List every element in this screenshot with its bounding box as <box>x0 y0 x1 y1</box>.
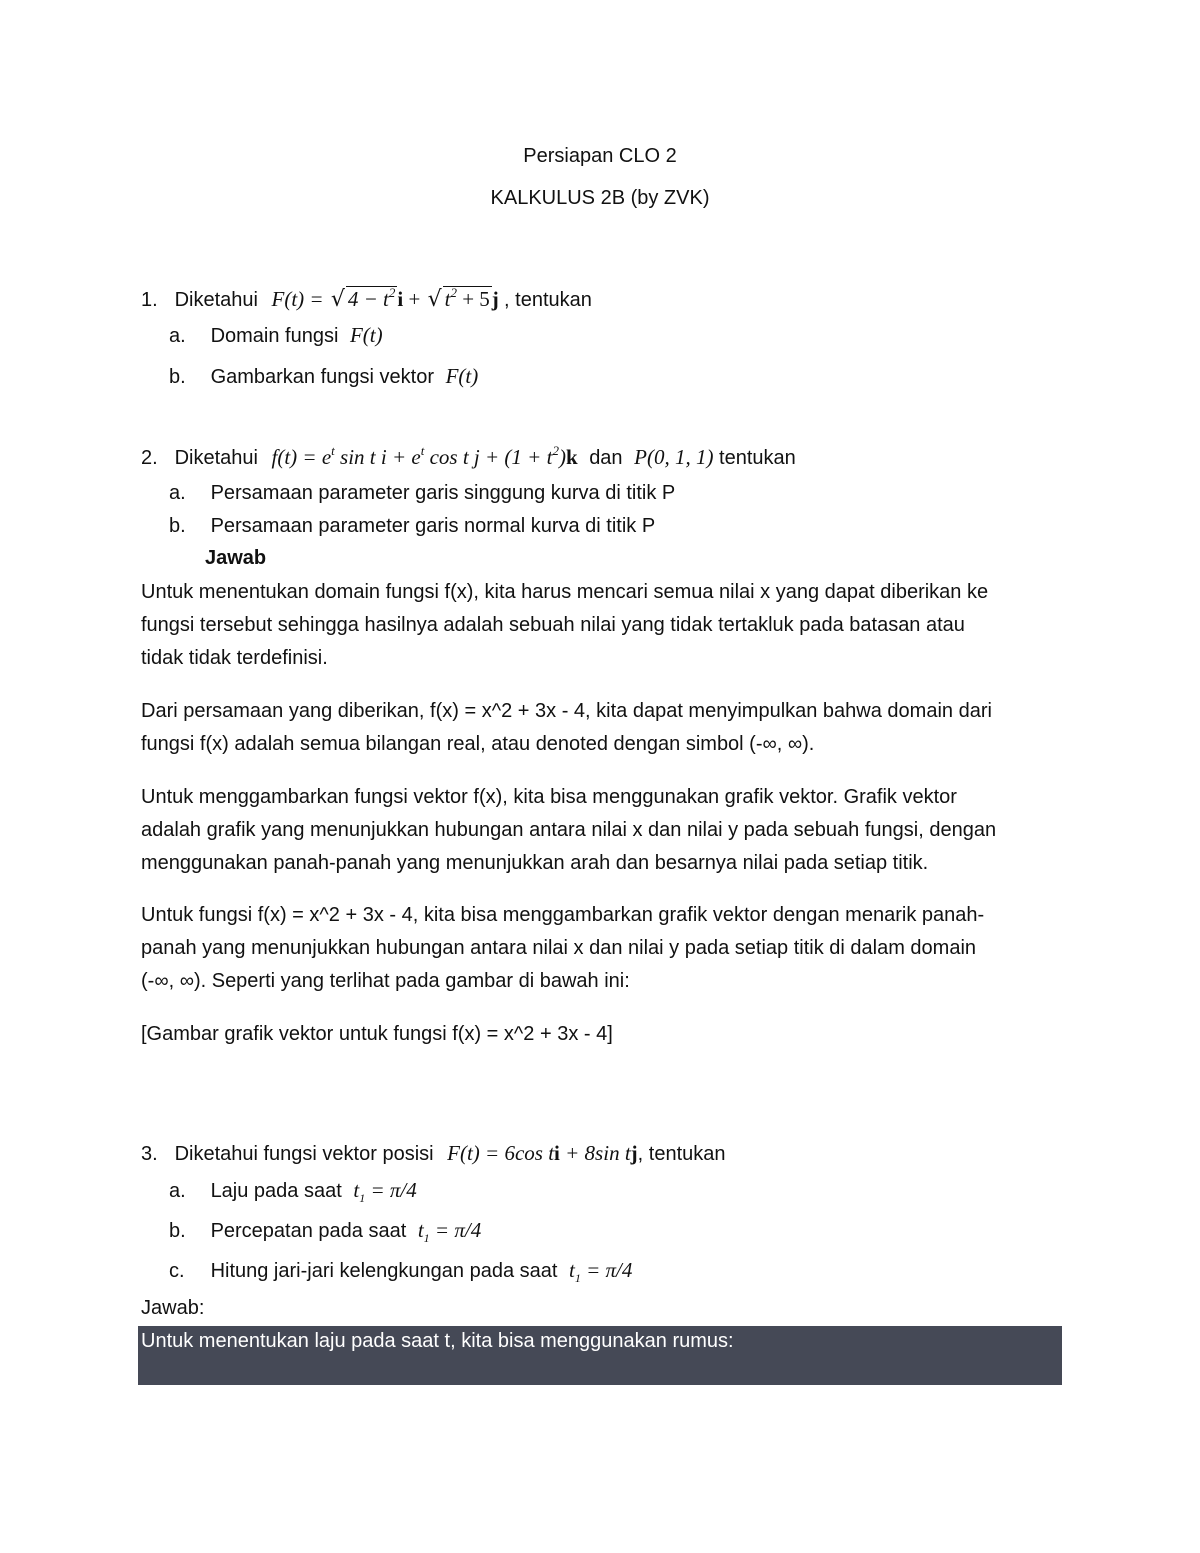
highlighted-block <box>138 1326 1062 1385</box>
sqrt-term-2: √ $t^2 + 5$ <box>427 285 490 312</box>
time-value <box>353 1178 417 1205</box>
radicand-2-tail: + 5 <box>456 287 490 311</box>
item-text: Domain fungsi <box>210 325 339 347</box>
answer-paragraph-3 <box>141 781 1071 880</box>
t-variable: t <box>569 1258 575 1282</box>
item-label: a. <box>169 482 186 504</box>
question-3c <box>169 1257 632 1291</box>
item-math: F(t) <box>349 323 383 347</box>
document-title: Persiapan CLO 2 <box>523 145 677 167</box>
question-1-tail: , tentukan <box>504 289 592 311</box>
paragraph-line: fungsi f(x) adalah semua bilangan real, atau denoted dengan simbol (-∞, ∞). <box>141 733 815 755</box>
paragraph-line: panah yang menunjukkan hubungan antara nilai x dan nilai y pada setiap titik di dalam domain <box>141 937 977 959</box>
question-3-tail: , tentukan <box>637 1143 726 1165</box>
formula-part: + 8sin t <box>559 1141 631 1165</box>
item-text: Laju pada saat <box>210 1180 342 1202</box>
answer-paragraph-4 <box>141 899 1071 998</box>
unit-vector-k: k <box>565 445 578 469</box>
question-2-formula <box>272 445 578 469</box>
plus-sign: + <box>408 287 421 311</box>
unit-vector-i: i <box>397 287 404 311</box>
t-variable: t <box>417 1218 424 1242</box>
paragraph-line: tidak tidak terdefinisi. <box>141 647 328 669</box>
t-value: = π/4 <box>429 1218 482 1242</box>
paragraph-line: Untuk fungsi f(x) = x^2 + 3x - 4, kita bisa menggambarkan grafik vektor dengan menarik panah- <box>141 904 985 926</box>
answer-paragraph-5 <box>141 1018 1071 1051</box>
question-2 <box>141 438 796 471</box>
question-1a <box>169 322 383 349</box>
exponent: 2 <box>552 443 559 458</box>
question-2-intro: Diketahui <box>174 447 258 469</box>
formula-lhs: F(t) = <box>271 287 324 311</box>
t-variable: t <box>353 1178 360 1202</box>
item-label: a. <box>169 325 186 347</box>
time-value <box>417 1218 482 1245</box>
item-label: a. <box>169 1180 186 1202</box>
formula-part: F(t) = 6cos t <box>447 1141 555 1165</box>
exponent: t <box>331 443 335 458</box>
question-2-tail: tentukan <box>719 447 796 469</box>
formula-part: ) <box>558 445 566 469</box>
item-text: Persamaan parameter garis normal kurva di titik P <box>210 515 656 537</box>
item-label: b. <box>169 1220 186 1242</box>
radicand-2: t <box>444 287 451 311</box>
question-1b <box>169 363 478 390</box>
answer-label: Jawab <box>205 547 267 569</box>
item-text: Persamaan parameter garis singgung kurva di titik P <box>210 482 676 504</box>
item-math: F(t) <box>445 364 479 388</box>
question-1-formula <box>272 287 505 311</box>
radicand-1: 4 − t <box>347 287 389 311</box>
formula-part: f(t) = e <box>271 445 332 469</box>
question-2b <box>169 513 655 539</box>
answer-paragraph-2 <box>141 695 1071 761</box>
time-value <box>569 1258 633 1285</box>
item-label: b. <box>169 366 186 388</box>
exponent: t <box>420 443 425 458</box>
sqrt-term-1: √ $4 - t^2$ <box>330 285 396 312</box>
document-subtitle: KALKULUS 2B (by ZVK) <box>490 187 710 209</box>
item-label: b. <box>169 515 186 537</box>
question-1-intro: Diketahui <box>174 289 258 311</box>
paragraph-line: Untuk menentukan domain fungsi f(x), kita harus mencari semua nilai x yang dapat diberikan ke <box>141 581 989 603</box>
question-3b <box>169 1217 481 1251</box>
paragraph-line: Dari persamaan yang diberikan, f(x) = x^2 + 3x - 4, kita dapat menyimpulkan bahwa domain dari <box>141 700 992 722</box>
t-value: = π/4 <box>365 1178 417 1202</box>
item-text: Percepatan pada saat <box>210 1220 407 1242</box>
question-2-number: 2. <box>141 447 158 469</box>
paragraph-line: [Gambar grafik vektor untuk fungsi f(x) = x^2 + 3x - 4] <box>141 1023 613 1045</box>
question-3-number: 3. <box>141 1143 158 1165</box>
exponent: 2 <box>388 285 396 300</box>
highlighted-text: Untuk menentukan laju pada saat t, kita bisa menggunakan rumus: <box>141 1330 734 1352</box>
paragraph-line: Untuk menggambarkan fungsi vektor f(x), kita bisa menggunakan grafik vektor. Grafik vektor <box>141 786 957 808</box>
answer-label-3: Jawab: <box>141 1297 205 1319</box>
formula-part: sin t i + e <box>334 445 421 469</box>
point-p: P(0, 1, 1) <box>634 445 714 469</box>
paragraph-line: adalah grafik yang menunjukkan hubungan antara nilai x dan nilai y pada sebuah fungsi, dengan <box>141 819 997 841</box>
t-subscript: 1 <box>574 1271 581 1285</box>
t-value: = π/4 <box>580 1258 633 1282</box>
t-subscript: 1 <box>423 1231 430 1245</box>
unit-vector-j: j <box>630 1141 638 1165</box>
question-3-intro: Diketahui fungsi vektor posisi <box>174 1143 434 1165</box>
question-3a <box>169 1177 417 1211</box>
paragraph-line: (-∞, ∞). Seperti yang terlihat pada gambar di bawah ini: <box>141 970 630 992</box>
paragraph-line: menggunakan panah-panah yang menunjukkan arah dan besarnya nilai pada setiap titik. <box>141 852 929 874</box>
question-2-and: dan <box>589 447 623 469</box>
item-label: c. <box>169 1260 185 1282</box>
unit-vector-j: j <box>491 287 499 311</box>
question-1 <box>141 280 592 313</box>
unit-vector-i: i <box>554 1141 560 1165</box>
paragraph-line: fungsi tersebut sehingga hasilnya adalah sebuah nilai yang tidak tertakluk pada batasan atau <box>141 614 965 636</box>
item-text: Gambarkan fungsi vektor <box>210 366 434 388</box>
question-2a <box>169 480 675 506</box>
exponent: 2 <box>450 285 457 300</box>
question-1-number: 1. <box>141 289 158 311</box>
t-subscript: 1 <box>359 1191 366 1205</box>
question-3 <box>141 1140 726 1167</box>
formula-part: cos t j + (1 + t <box>424 445 553 469</box>
question-3-formula <box>447 1141 638 1165</box>
answer-paragraph-1 <box>141 576 1071 675</box>
item-text: Hitung jari-jari kelengkungan pada saat <box>210 1260 558 1282</box>
